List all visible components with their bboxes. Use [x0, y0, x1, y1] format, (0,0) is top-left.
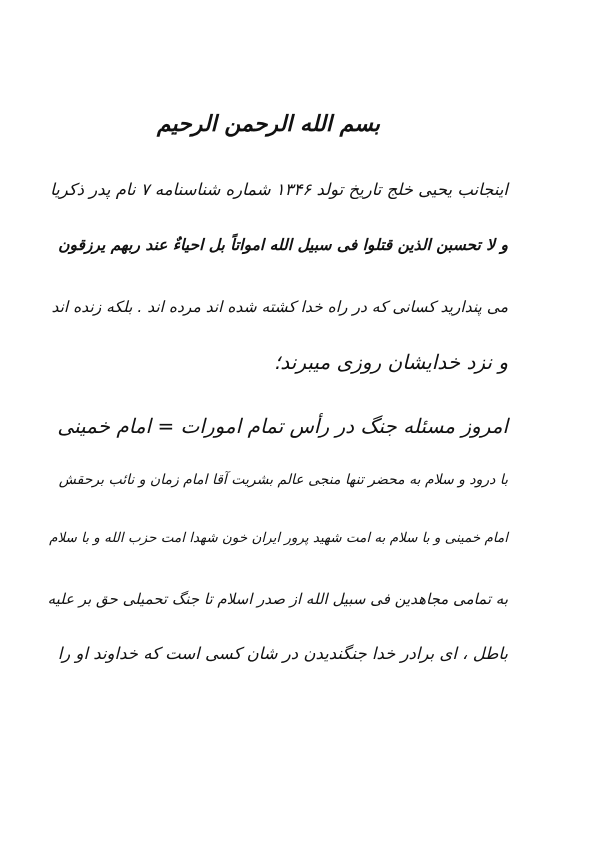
letter-line-9: باطل ، ای برادر خدا جنگندیدن در شان کسی است که خداوند او را — [57, 644, 508, 663]
letter-line-5-quote: امروز مسئله جنگ در رأس تمام امورات = امام خمینی — [57, 414, 508, 438]
bismillah-heading: بسم الله الرحمن الرحیم — [156, 112, 380, 137]
letter-line-1-identity: اینجانب یحیی خلج تاریخ تولد ۱۳۴۶ شماره شناسنامه ۷ نام پدر ذکریا — [50, 180, 508, 199]
letter-line-8: به تمامی مجاهدین فی سبیل الله از صدر اسلام تا جنگ تحمیلی حق بر علیه — [47, 590, 508, 608]
letter-line-6: با درود و سلام به محضر تنها منجی عالم بشریت آقا امام زمان و نائب برحقش — [58, 472, 508, 488]
letter-line-2-quran-verse: و لا تحسبن الذین قتلوا فی سبیل الله امواتاً بل احیاءٌ عند ربهم یرزقون — [58, 236, 508, 254]
letter-line-3-translation: می پندارید کسانی که در راه خدا کشته شده اند مرده اند . بلکه زنده اند — [51, 298, 508, 316]
letter-line-4-translation-end: و نزد خدایشان روزی میبرند؛ — [273, 350, 508, 374]
letter-line-7: امام خمینی و با سلام به امت شهید پرور ایران خون شهدا امت حزب الله و با سلام — [49, 530, 508, 546]
